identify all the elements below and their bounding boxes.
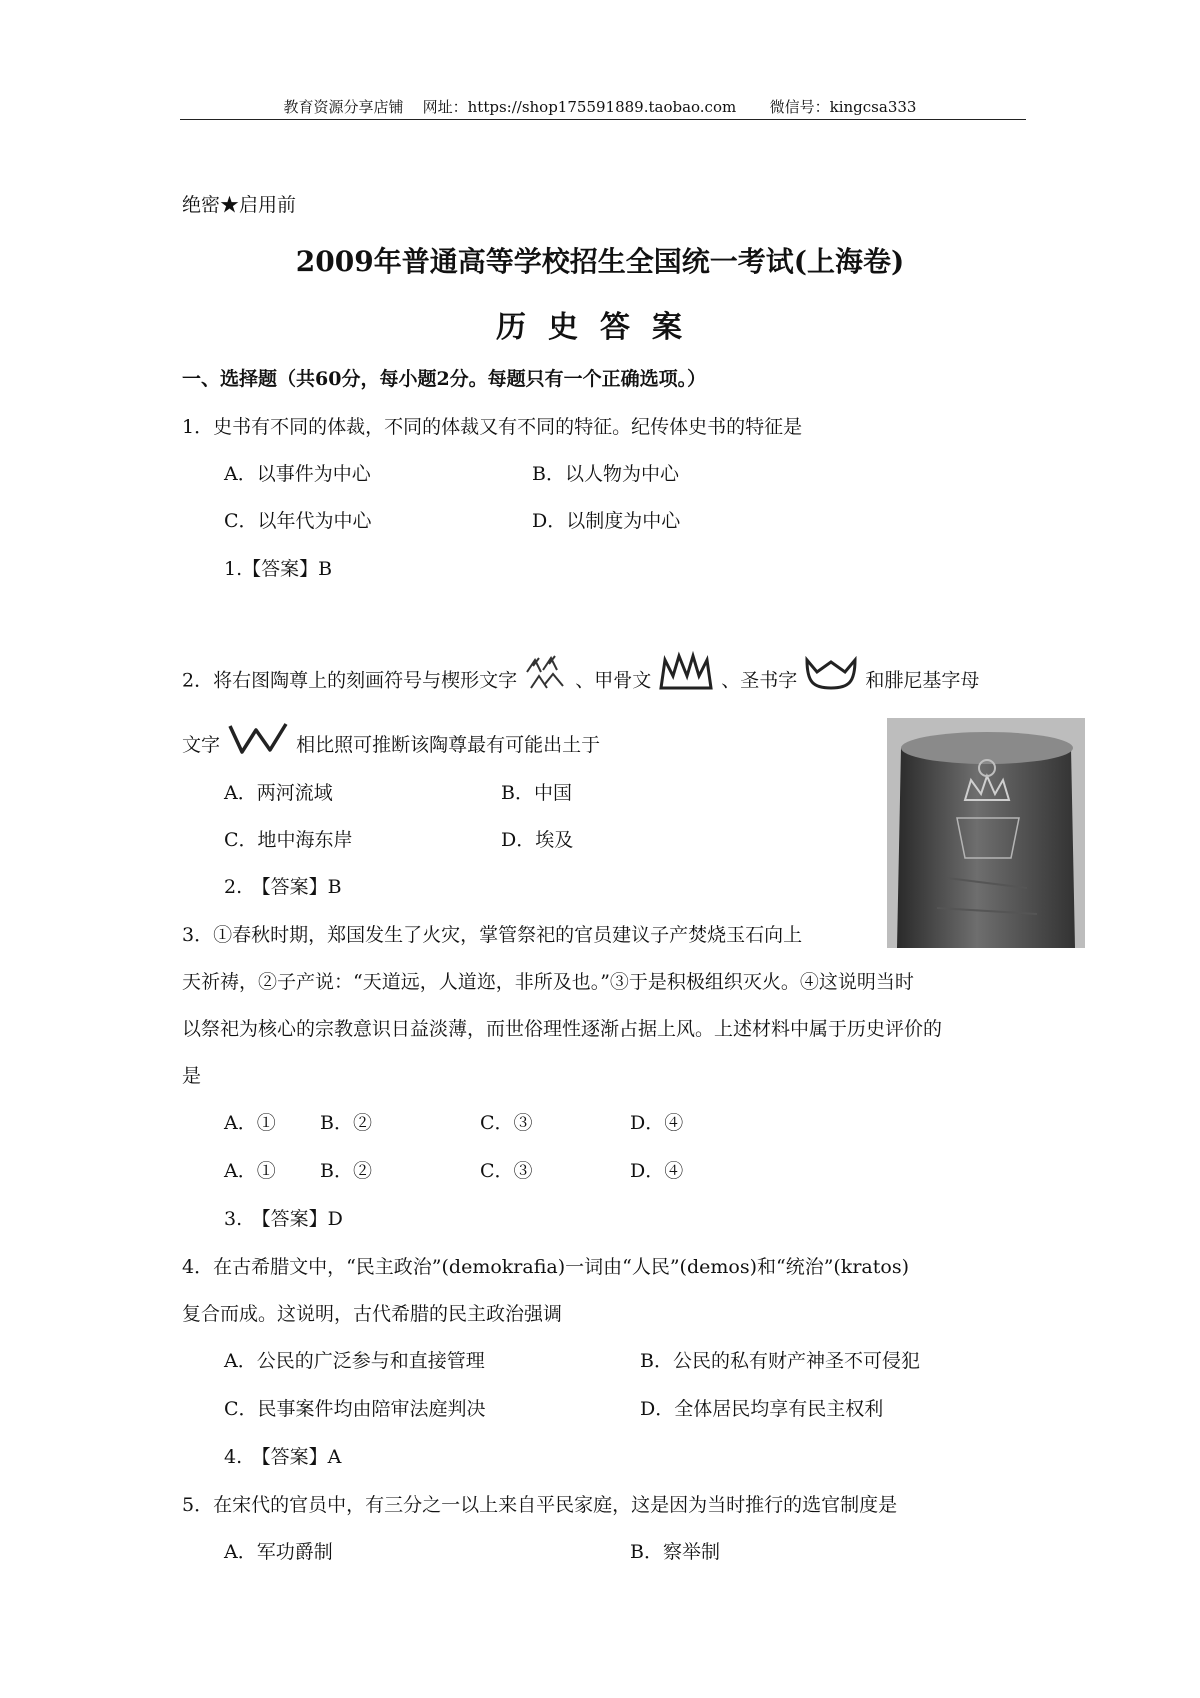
header-wechat-label: 微信号： [769, 98, 830, 116]
header-url[interactable]: https://shop175591889.taobao.com [467, 98, 737, 116]
header-url-label: 网址： [422, 98, 468, 116]
q3-line2: 天祈祷，②子产说：“天道远，人道迩，非所及也。”③于是积极组织灭火。④这说明当时 [182, 971, 914, 993]
q3-option-b-repeat: B．② [320, 1160, 372, 1182]
q3-option-a-repeat: A．① [224, 1160, 276, 1182]
q2-stem-part6: 相比照可推断该陶尊最有可能出土于 [296, 734, 601, 756]
page-title: 2009年普通高等学校招生全国统一考试(上海卷) [295, 245, 905, 278]
q4-option-c: C．民事案件均由陪审法庭判决 [224, 1398, 486, 1420]
q2-option-a: A．两河流域 [224, 782, 333, 804]
q4-option-b: B．公民的私有财产神圣不可侵犯 [640, 1350, 920, 1372]
header-shop: 教育资源分享店铺 [283, 98, 404, 116]
q4-option-d: D．全体居民均享有民主权利 [640, 1398, 884, 1420]
q3-option-b: B．② [320, 1112, 372, 1134]
q4-answer: 4. 【答案】A [224, 1446, 342, 1468]
q2-stem-part4: 和腓尼基字母 [865, 669, 980, 692]
q2-stem-line1 [182, 650, 979, 713]
section-heading: 一、选择题（共60分，每小题2分。每题只有一个正确选项。） [182, 368, 707, 390]
secret-label: 绝密★启用前 [182, 194, 297, 216]
q3-answer: 3. 【答案】D [224, 1208, 343, 1230]
q4-option-a: A．公民的广泛参与和直接管理 [224, 1350, 485, 1372]
header-wechat: kingcsa333 [829, 98, 917, 116]
q3-option-d-repeat: D．④ [630, 1160, 684, 1182]
q1-option-d: D．以制度为中心 [532, 510, 681, 532]
q2-option-d: D．埃及 [501, 829, 574, 851]
q4-line1: 4．在古希腊文中，“民主政治”(demokrafia)一词由“人民”(demos)和“统治”(kratos) [182, 1256, 909, 1278]
q2-stem-part2: 、甲骨文 [575, 669, 652, 692]
q4-line2: 复合而成。这说明，古代希腊的民主政治强调 [182, 1303, 563, 1325]
page-header [0, 96, 1200, 117]
oracle-bone-glyph-icon [657, 650, 715, 713]
q1-option-a: A．以事件为中心 [224, 463, 371, 485]
q3-option-a: A．① [224, 1112, 276, 1134]
q3-option-c: C．③ [480, 1112, 533, 1134]
q3-line3: 以祭祀为核心的宗教意识日益淡薄，而世俗理性逐渐占据上风。上述材料中属于历史评价的 [182, 1018, 943, 1040]
cuneiform-glyph-icon [523, 650, 569, 713]
q3-option-d: D．④ [630, 1112, 684, 1134]
pottery-vessel-photo [887, 718, 1085, 948]
q1-option-c: C．以年代为中心 [224, 510, 372, 532]
hieroglyph-glyph-icon [803, 650, 859, 713]
q2-stem-part3: 、圣书字 [721, 669, 798, 692]
q2-stem-part5: 文字 [182, 734, 221, 756]
q1-option-b: B．以人物为中心 [532, 463, 679, 485]
q1-answer: 1.【答案】B [224, 558, 333, 580]
q3-option-c-repeat: C．③ [480, 1160, 533, 1182]
q2-stem-line2 [182, 718, 600, 774]
q5-option-a: A．军功爵制 [224, 1541, 333, 1563]
q1-stem: 1．史书有不同的体裁，不同的体裁又有不同的特征。纪传体史书的特征是 [182, 416, 803, 438]
q5-stem: 5．在宋代的官员中，有三分之一以上来自平民家庭，这是因为当时推行的选官制度是 [182, 1494, 898, 1516]
q2-option-b: B．中国 [501, 782, 572, 804]
q5-option-b: B．察举制 [630, 1541, 720, 1563]
q2-option-c: C．地中海东岸 [224, 829, 353, 851]
header-rule [180, 119, 1026, 120]
q3-line4: 是 [182, 1065, 202, 1087]
q2-stem-part1: 2．将右图陶尊上的刻画符号与楔形文字 [182, 669, 518, 692]
q2-answer: 2. 【答案】B [224, 876, 342, 898]
phoenician-glyph-icon [226, 718, 290, 774]
q3-line1: 3．①春秋时期，郑国发生了火灾，掌管祭祀的官员建议子产焚烧玉石向上 [182, 924, 803, 946]
page-subtitle: 历史答案 [496, 310, 704, 345]
